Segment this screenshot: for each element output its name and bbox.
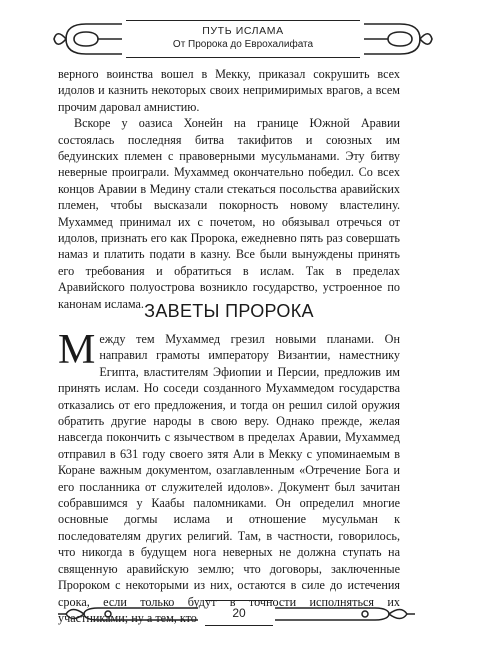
section-text xyxy=(58,327,400,626)
paragraph-text: ежду тем Мухаммед грезил новыми планами. Он направил грамоты императору Византии, наместнику Египта, властителям Эфиопии и Персии, предложив им принять ислам. Но соседи созданного Мухаммедом государства отказались от его предложения, и тогда он решил силой оружия обратить другие народы в свою веру. Однако прежде, желая навсегда покончить с язычеством в пределах Аравии, Мухаммед отправил в 631 году своего зятя Али в Мекку с упоминаемым в Коране важным документом, озаглавленным «Отречение Бога и его посланника от служителей идолов». Документ был зачитан собравшимся у Каабы паломниками. Он определил многие основные догмы ислама и отношение мусульман к последователям других религий. Там, в частности, говорилось, что никогда в будущем нога неверных не должна ступать на священную аравийскую землю; что договоры, заключенные Пророком с некоторыми из них, остаются в силе до истечения срока, если только будут в точности исполняться их участниками; ну а тем, кто xyxy=(58,332,400,625)
paragraph xyxy=(58,327,400,626)
drop-cap: М xyxy=(58,327,96,373)
header-ornament-right xyxy=(364,18,434,60)
running-header xyxy=(52,18,434,60)
page-number: 20 xyxy=(205,600,273,626)
page-footer xyxy=(0,598,480,630)
paragraph: Вскоре у оазиса Хонейн на границе Южной Аравии состоялась последняя битва такифитов и союзных им бедуинских племен с правоверными мусульманами. Эту битву неверные проиграли. Мухаммед окончательно победил. Со всех концов Аравии в Медину стали стекаться посольства аравийских племен, чтобы высказали покорность новому властелину. Мухаммед принимал их с почетом, но обязывал отречься от идолов, признать его как Пророка, ежедневно пять раз совершать намаз и платить подати в казну. Все были вынуждены принять его требования и обратиться в ислам. Так в пределах Аравийского полуострова возникло государство, устроенное по канонам ислама. xyxy=(58,116,400,311)
body-text xyxy=(58,66,400,312)
paragraph: верного воинства вошел в Мекку, приказал сокрушить всех идолов и казнить некоторых своих непримиримых врагов, а всем прочим даровал амнистию. xyxy=(58,67,400,114)
section-heading: ЗАВЕТЫ ПРОРОКА xyxy=(144,301,314,321)
header-ornament-left xyxy=(52,18,122,60)
footer-ornament-left xyxy=(58,604,198,624)
header-title-box xyxy=(126,20,360,58)
header-subtitle: От Пророка до Еврохалифата xyxy=(172,39,314,50)
footer-ornament-right xyxy=(275,604,415,624)
header-title: ПУТЬ ИСЛАМА xyxy=(202,25,284,37)
